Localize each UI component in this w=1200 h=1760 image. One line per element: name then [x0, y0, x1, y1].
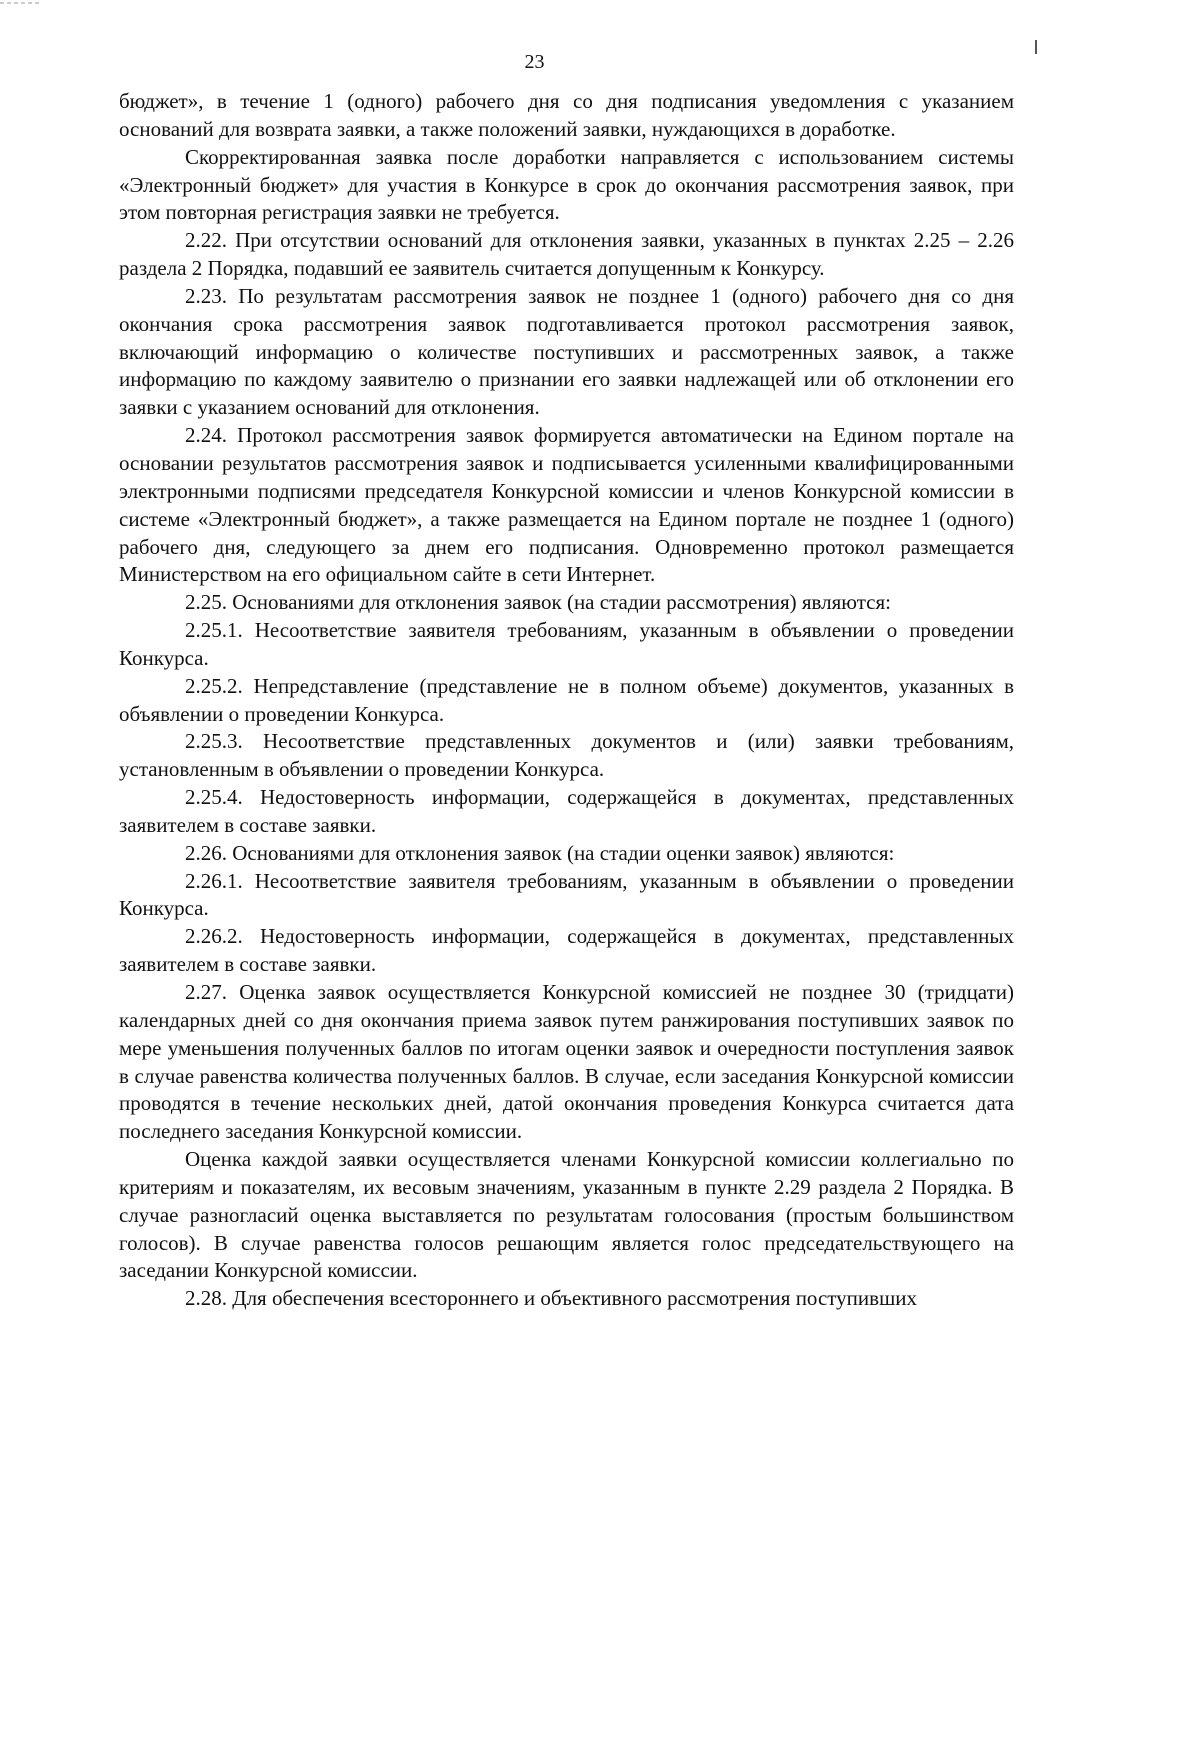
paragraph-2-26-2: 2.26.2. Недостоверность информации, содержащейся в документах, представленных заявителем в составе заявки. — [119, 924, 1014, 977]
paragraph-2-25-2: 2.25.2. Непредставление (представление не в полном объеме) документов, указанных в объявлении о проведении Конкурса. — [119, 673, 1014, 726]
paragraph-2-25: 2.25. Основаниями для отклонения заявок (на стадии рассмотрения) являются: — [185, 590, 891, 615]
page-number: 23 — [524, 51, 545, 73]
paragraph-2-25-4: 2.25.4. Недостоверность информации, содержащейся в документах, представленных заявителем в составе заявки. — [119, 785, 1014, 837]
scan-corner-mark — [0, 0, 40, 6]
paragraph-evaluation: Оценка каждой заявки осуществляется членами Конкурсной комиссии коллегиально по критериям и показателям, их весовым значениям, указанным в пункте 2.29 раздела 2 Порядка. В случае разногласий оценка выставляется по результатам голосования (простым большинством голосов). В случае равенства голосов решающим является голос председательствующего на заседании Конкурсной комиссии. — [119, 1147, 1014, 1283]
paragraph-2-25-3: 2.25.3. Несоответствие представленных документов и (или) заявки требованиям, установленным в объявлении о проведении Конкурса. — [119, 729, 1014, 782]
paragraph-continuation: бюджет», в течение 1 (одного) рабочего дня со дня подписания уведомления с указанием оснований для возврата заявки, а также положений заявки, нуждающихся в доработке. — [119, 89, 1014, 141]
paragraph-corrected-application: Скорректированная заявка после доработки направляется с использованием системы «Электронный бюджет» для участия в Конкурсе в срок до окончания рассмотрения заявок, при этом повторная регистрация заявки не требуется. — [119, 144, 1014, 225]
paragraph-2-26-1: 2.26.1. Несоответствие заявителя требованиям, указанным в объявлении о проведении Конкурса. — [119, 868, 1014, 921]
paragraph-2-28: 2.28. Для обеспечения всестороннего и объективного рассмотрения поступивших — [185, 1286, 917, 1311]
paragraph-2-23: 2.23. По результатам рассмотрения заявок не позднее 1 (одного) рабочего дня со дня окончания срока рассмотрения заявок подготавливается протокол рассмотрения заявок, включающий информацию о количестве поступивших и рассмотренных заявок, а также информацию по каждому заявителю о признании его заявки надлежащей или об отклонении его заявки с указанием оснований для отклонения. — [119, 283, 1014, 420]
paragraph-2-25-1: 2.25.1. Несоответствие заявителя требованиям, указанным в объявлении о проведении Конкурса. — [119, 618, 1014, 670]
paragraph-2-26: 2.26. Основаниями для отклонения заявок (на стадии оценки заявок) являются: — [185, 840, 895, 865]
paragraph-2-22: 2.22. При отсутствии оснований для отклонения заявки, указанных в пунктах 2.25 – 2.26 раздела 2 Порядка, подавший ее заявитель считается допущенным к Конкурсу. — [119, 228, 1014, 281]
paragraph-2-27: 2.27. Оценка заявок осуществляется Конкурсной комиссией не позднее 30 (тридцати) календарных дней со дня окончания приема заявок путем ранжирования поступивших заявок по мере уменьшения полученных баллов по итогам оценки заявок и очередности поступления заявок в случае равенства количества полученных баллов. В случае, если заседания Конкурсной комиссии проводятся в течение нескольких дней, датой окончания проведения Конкурса считается дата последнего заседания Конкурсной комиссии. — [119, 980, 1014, 1144]
paragraph-2-24: 2.24. Протокол рассмотрения заявок формируется автоматически на Едином портале на основании результатов рассмотрения заявок и подписывается усиленными квалифицированными электронными подписями председателя Конкурсной комиссии и членов Конкурсной комиссии в системе «Электронный бюджет», а также размещается на Едином портале не позднее 1 (одного) рабочего дня, следующего за днем его подписания. Одновременно протокол размещается Министерством на его официальном сайте в сети Интернет. — [119, 423, 1014, 587]
document-body — [119, 88, 1014, 1313]
